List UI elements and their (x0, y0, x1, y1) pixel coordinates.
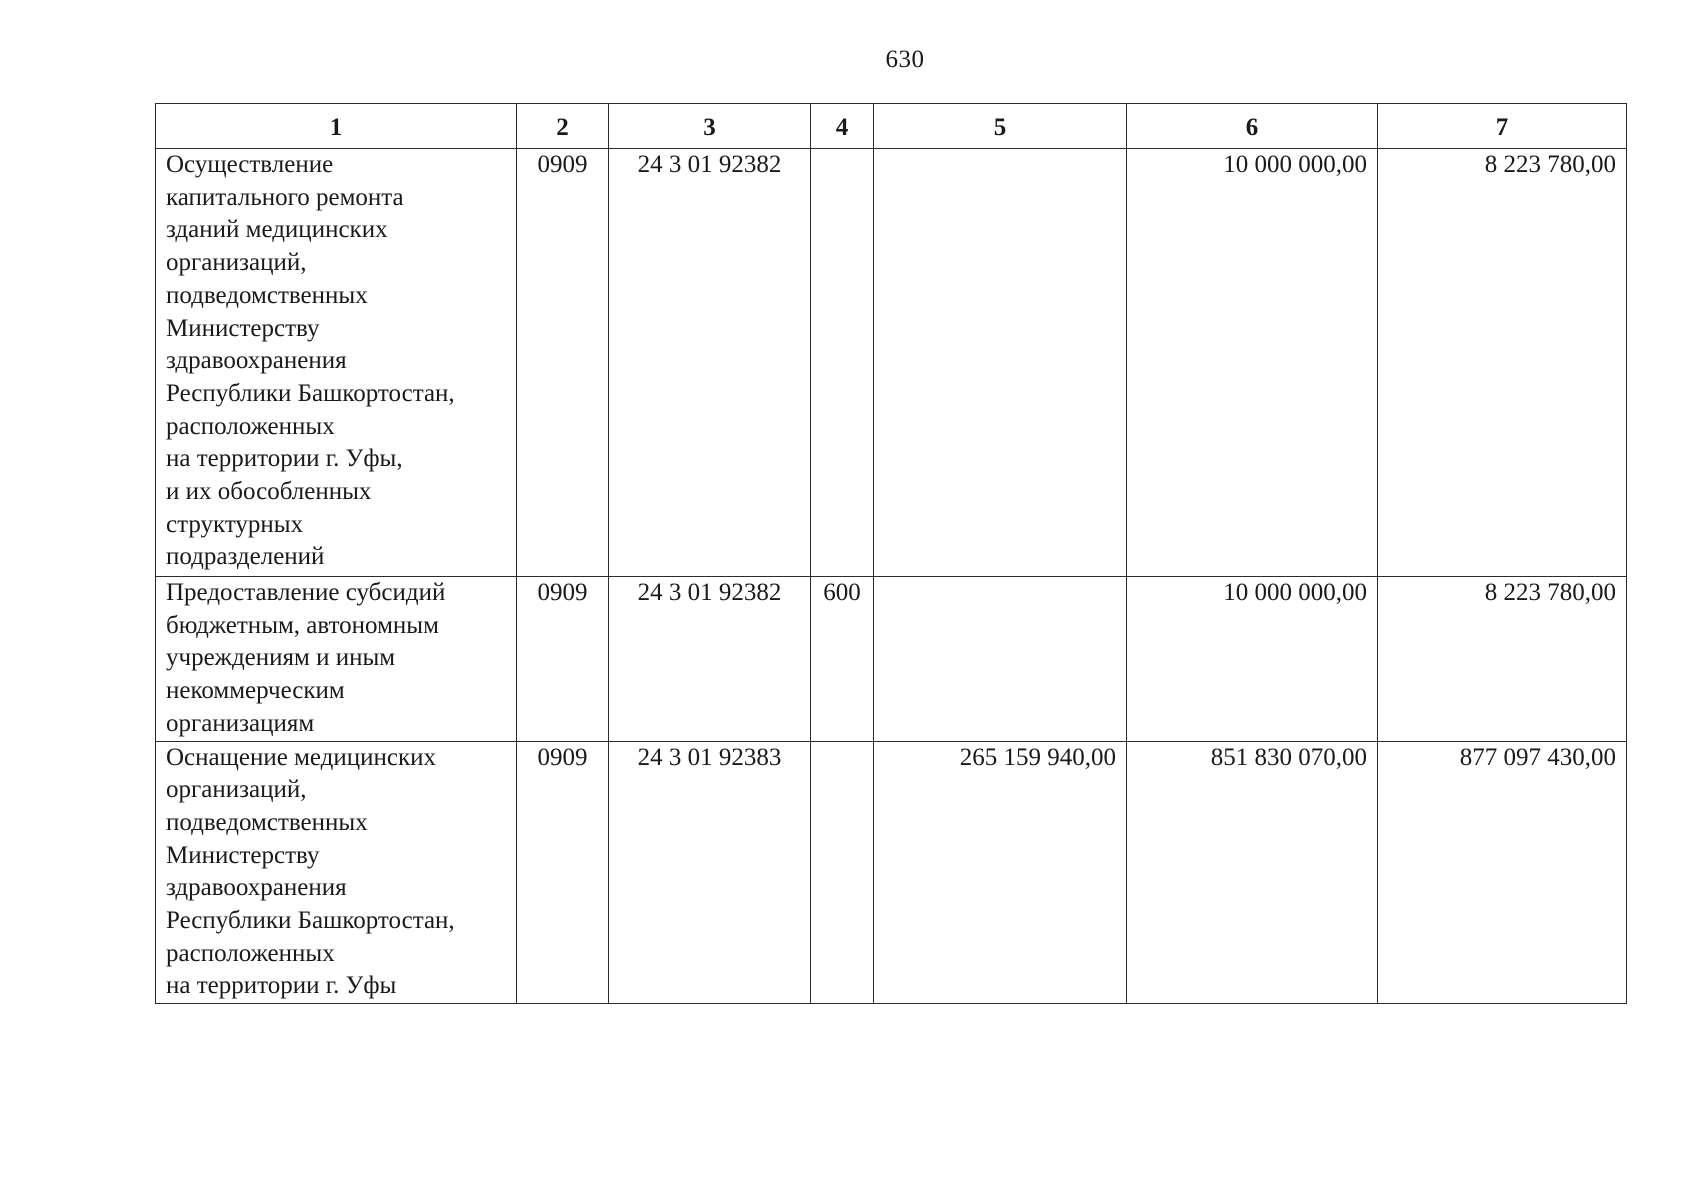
row-expense-type (811, 149, 874, 577)
page-number: 630 (885, 46, 925, 73)
row-section: 0909 (517, 577, 609, 742)
header-col-3: 3 (609, 104, 811, 149)
row-name: Оснащение медицинских организаций, подведомственных Министерству здравоохранения Республики Башкортостан, расположенных на территории г. Уфы (166, 743, 455, 1000)
table-row (156, 577, 1627, 742)
header-col-1: 1 (156, 104, 517, 149)
row-target-article: 24 3 01 92382 (609, 577, 811, 742)
row-amount-6: 851 830 070,00 (1127, 741, 1378, 1004)
row-amount-5 (874, 577, 1127, 742)
row-amount-6: 10 000 000,00 (1127, 577, 1378, 742)
header-col-7: 7 (1378, 104, 1627, 149)
row-amount-7: 8 223 780,00 (1378, 577, 1627, 742)
row-section: 0909 (517, 741, 609, 1004)
row-name: Осуществление капитального ремонта зданий медицинских организаций, подведомственных Министерству здравоохранения Республики Башкортостан, расположенных на территории г. Уфы, и их обособленных структурных подразделений (166, 151, 455, 571)
row-target-article: 24 3 01 92382 (609, 149, 811, 577)
table-header-row (156, 104, 1627, 149)
table-row (156, 741, 1627, 1004)
row-name-cell (156, 577, 517, 742)
row-amount-7: 877 097 430,00 (1378, 741, 1627, 1004)
header-col-5: 5 (874, 104, 1127, 149)
header-col-6: 6 (1127, 104, 1378, 149)
row-amount-7: 8 223 780,00 (1378, 149, 1627, 577)
row-amount-5 (874, 149, 1127, 577)
header-col-4: 4 (811, 104, 874, 149)
row-expense-type (811, 741, 874, 1004)
row-name-cell (156, 149, 517, 577)
table-row (156, 149, 1627, 577)
row-amount-6: 10 000 000,00 (1127, 149, 1378, 577)
row-name-cell (156, 741, 517, 1004)
row-expense-type: 600 (811, 577, 874, 742)
header-col-2: 2 (517, 104, 609, 149)
row-name: Предоставление субсидий бюджетным, автономным учреждениям и иным некоммерческим организациям (166, 579, 446, 737)
row-target-article: 24 3 01 92383 (609, 741, 811, 1004)
budget-table (155, 103, 1627, 1004)
row-section: 0909 (517, 149, 609, 577)
row-amount-5: 265 159 940,00 (874, 741, 1127, 1004)
